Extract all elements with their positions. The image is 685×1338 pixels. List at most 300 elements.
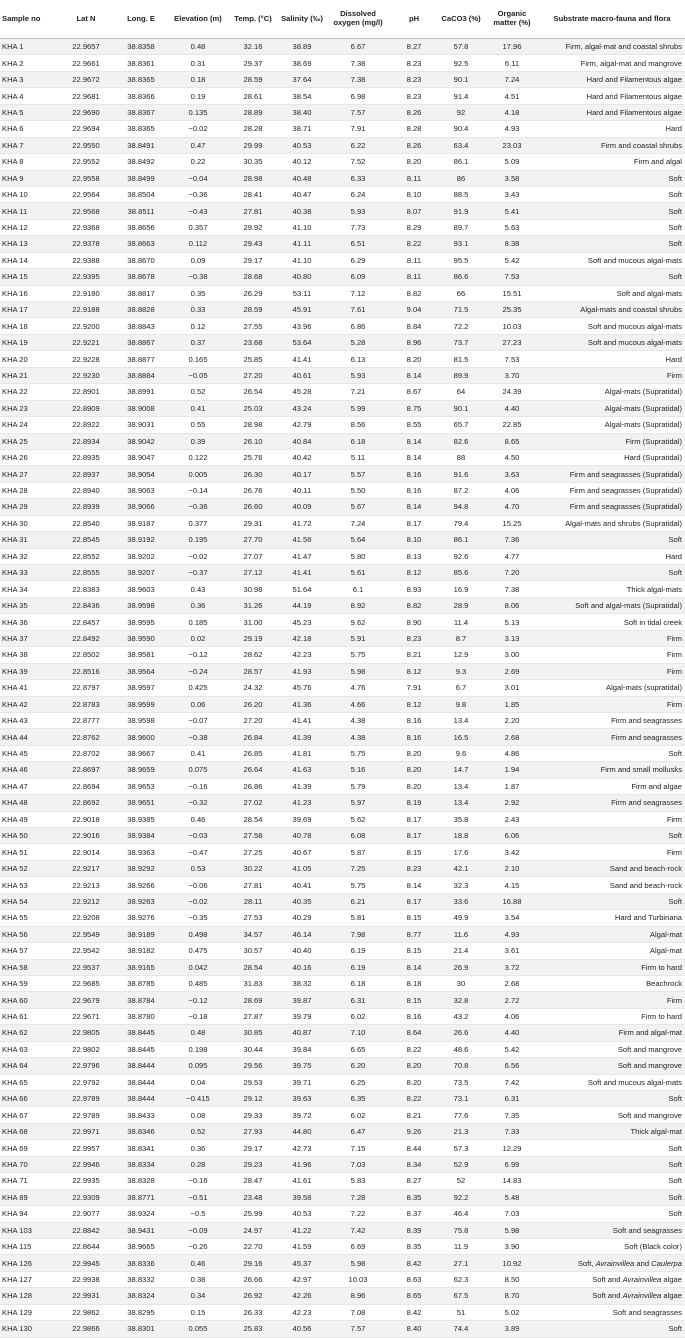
cell-salinity: 40.53 [278, 137, 326, 153]
cell-lat: 22.9694 [58, 121, 114, 137]
cell-organic-matter: 4.06 [484, 482, 540, 498]
cell-long: 38.8991 [114, 384, 168, 400]
table-row [0, 762, 685, 778]
cell-long: 38.9276 [114, 910, 168, 926]
table-row [0, 104, 685, 120]
cell-salinity: 40.67 [278, 844, 326, 860]
cell-caco3: 17.6 [438, 844, 484, 860]
cell-caco3: 73.1 [438, 1091, 484, 1107]
table-row [0, 285, 685, 301]
cell-lat: 22.9971 [58, 1123, 114, 1139]
cell-caco3: 90.1 [438, 71, 484, 87]
cell-salinity: 40.41 [278, 877, 326, 893]
cell-long: 38.9182 [114, 943, 168, 959]
table-row [0, 1206, 685, 1222]
cell-organic-matter: 25.35 [484, 302, 540, 318]
cell-organic-matter: 3.70 [484, 367, 540, 383]
cell-temp: 28.98 [228, 417, 278, 433]
cell-temp: 29.23 [228, 1156, 278, 1172]
cell-long: 38.8332 [114, 1271, 168, 1287]
cell-dissolved-oxygen: 4.38 [326, 712, 390, 728]
cell-substrate: Thick algal-mat [540, 1123, 685, 1139]
table-row [0, 926, 685, 942]
cell-sample-no: KHA 28 [0, 482, 58, 498]
cell-organic-matter: 3.00 [484, 647, 540, 663]
cell-long: 38.8867 [114, 334, 168, 350]
table-row [0, 252, 685, 268]
cell-organic-matter: 5.98 [484, 1222, 540, 1238]
cell-ph: 8.82 [390, 285, 438, 301]
cell-elevation: −0.32 [168, 795, 228, 811]
table-row [0, 1041, 685, 1057]
cell-substrate: Algal-mats and shrubs (Supratidal) [540, 515, 685, 531]
cell-sample-no: KHA 41 [0, 680, 58, 696]
cell-dissolved-oxygen: 4.76 [326, 680, 390, 696]
cell-salinity: 41.41 [278, 351, 326, 367]
cell-caco3: 52.9 [438, 1156, 484, 1172]
cell-organic-matter: 5.02 [484, 1304, 540, 1320]
cell-salinity: 40.61 [278, 367, 326, 383]
cell-caco3: 11.4 [438, 614, 484, 630]
cell-temp: 28.54 [228, 959, 278, 975]
cell-substrate: Soft [540, 1140, 685, 1156]
cell-elevation: 0.46 [168, 1255, 228, 1271]
cell-salinity: 42.23 [278, 647, 326, 663]
table-row [0, 1271, 685, 1287]
cell-lat: 22.8762 [58, 729, 114, 745]
table-row [0, 39, 685, 55]
cell-ph: 8.11 [390, 269, 438, 285]
cell-long: 38.9263 [114, 893, 168, 909]
cell-substrate: Soft and mangrove [540, 1041, 685, 1057]
table-row [0, 532, 685, 548]
cell-caco3: 72.2 [438, 318, 484, 334]
table-row [0, 860, 685, 876]
cell-organic-matter: 7.20 [484, 565, 540, 581]
cell-lat: 22.9230 [58, 367, 114, 383]
cell-ph: 8.82 [390, 597, 438, 613]
cell-substrate: Soft and algal-mats [540, 285, 685, 301]
cell-elevation: 0.485 [168, 975, 228, 991]
cell-organic-matter: 3.63 [484, 466, 540, 482]
cell-salinity: 38.40 [278, 104, 326, 120]
cell-sample-no: KHA 30 [0, 515, 58, 531]
table-row [0, 1107, 685, 1123]
cell-sample-no: KHA 70 [0, 1156, 58, 1172]
cell-ph: 8.16 [390, 1008, 438, 1024]
cell-lat: 22.9018 [58, 811, 114, 827]
cell-salinity: 53.64 [278, 334, 326, 350]
cell-sample-no: KHA 4 [0, 88, 58, 104]
cell-substrate: Soft and seagrasses [540, 1222, 685, 1238]
cell-elevation: −0.14 [168, 482, 228, 498]
cell-long: 38.8336 [114, 1255, 168, 1271]
cell-long: 38.9598 [114, 712, 168, 728]
cell-organic-matter: 27.23 [484, 334, 540, 350]
cell-elevation: 0.39 [168, 433, 228, 449]
cell-temp: 30.44 [228, 1041, 278, 1057]
cell-lat: 22.8922 [58, 417, 114, 433]
cell-temp: 28.98 [228, 170, 278, 186]
cell-ph: 8.12 [390, 565, 438, 581]
cell-salinity: 38.69 [278, 55, 326, 71]
cell-ph: 8.13 [390, 548, 438, 564]
header-organic-matter: Organic matter (%) [484, 0, 540, 39]
cell-long: 38.8334 [114, 1156, 168, 1172]
cell-organic-matter: 6.56 [484, 1058, 540, 1074]
cell-long: 38.9659 [114, 762, 168, 778]
cell-lat: 22.8552 [58, 548, 114, 564]
cell-dissolved-oxygen: 6.18 [326, 975, 390, 991]
cell-elevation: 0.08 [168, 1107, 228, 1123]
cell-temp: 26.33 [228, 1304, 278, 1320]
cell-organic-matter: 5.42 [484, 252, 540, 268]
cell-long: 38.9667 [114, 745, 168, 761]
cell-lat: 22.9537 [58, 959, 114, 975]
cell-caco3: 32.8 [438, 992, 484, 1008]
cell-lat: 22.9200 [58, 318, 114, 334]
cell-ph: 8.27 [390, 39, 438, 55]
cell-long: 38.8358 [114, 39, 168, 55]
cell-elevation: 0.31 [168, 55, 228, 71]
cell-salinity: 42.79 [278, 417, 326, 433]
header-sample-no: Sample no [0, 0, 58, 39]
cell-temp: 28.41 [228, 186, 278, 202]
cell-temp: 28.89 [228, 104, 278, 120]
cell-elevation: 0.36 [168, 597, 228, 613]
cell-dissolved-oxygen: 7.10 [326, 1025, 390, 1041]
cell-organic-matter: 5.13 [484, 614, 540, 630]
cell-substrate: Soft and mucous algal-mats [540, 318, 685, 334]
cell-sample-no: KHA 103 [0, 1222, 58, 1238]
cell-long: 38.9431 [114, 1222, 168, 1238]
cell-ph: 8.22 [390, 1041, 438, 1057]
cell-organic-matter: 4.93 [484, 926, 540, 942]
cell-caco3: 81.5 [438, 351, 484, 367]
cell-lat: 22.8797 [58, 680, 114, 696]
cell-ph: 8.29 [390, 219, 438, 235]
cell-caco3: 48.6 [438, 1041, 484, 1057]
cell-sample-no: KHA 23 [0, 400, 58, 416]
cell-salinity: 41.39 [278, 729, 326, 745]
cell-ph: 9.26 [390, 1123, 438, 1139]
cell-organic-matter: 7.38 [484, 581, 540, 597]
cell-caco3: 30 [438, 975, 484, 991]
cell-lat: 22.9789 [58, 1107, 114, 1123]
cell-elevation: 0.41 [168, 745, 228, 761]
cell-substrate: Firm and seagrasses [540, 795, 685, 811]
cell-elevation: −0.04 [168, 170, 228, 186]
cell-temp: 29.43 [228, 236, 278, 252]
cell-lat: 22.9014 [58, 844, 114, 860]
cell-sample-no: KHA 24 [0, 417, 58, 433]
cell-long: 38.8499 [114, 170, 168, 186]
cell-salinity: 39.75 [278, 1058, 326, 1074]
cell-elevation: 0.04 [168, 1074, 228, 1090]
cell-long: 38.8444 [114, 1091, 168, 1107]
cell-temp: 27.81 [228, 877, 278, 893]
cell-temp: 30.98 [228, 581, 278, 597]
table-row [0, 581, 685, 597]
cell-dissolved-oxygen: 6.98 [326, 88, 390, 104]
cell-ph: 8.35 [390, 1189, 438, 1205]
cell-long: 38.8656 [114, 219, 168, 235]
cell-dissolved-oxygen: 7.57 [326, 104, 390, 120]
cell-substrate: Algal-mats (Supratidal) [540, 417, 685, 433]
cell-elevation: 0.52 [168, 1123, 228, 1139]
cell-sample-no: KHA 8 [0, 154, 58, 170]
cell-salinity: 42.26 [278, 1288, 326, 1304]
cell-lat: 22.8516 [58, 663, 114, 679]
cell-sample-no: KHA 47 [0, 778, 58, 794]
cell-elevation: −0.24 [168, 663, 228, 679]
cell-substrate: Hard (Supratidal) [540, 449, 685, 465]
table-row [0, 515, 685, 531]
cell-caco3: 62.3 [438, 1271, 484, 1287]
cell-salinity: 51.64 [278, 581, 326, 597]
cell-temp: 29.31 [228, 515, 278, 531]
table-row [0, 417, 685, 433]
cell-sample-no: KHA 27 [0, 466, 58, 482]
cell-temp: 22.70 [228, 1238, 278, 1254]
cell-substrate: Soft and mangrove [540, 1107, 685, 1123]
cell-temp: 28.11 [228, 893, 278, 909]
cell-substrate: Hard [540, 121, 685, 137]
cell-caco3: 49.9 [438, 910, 484, 926]
cell-dissolved-oxygen: 6.33 [326, 170, 390, 186]
cell-lat: 22.9077 [58, 1206, 114, 1222]
cell-caco3: 88.5 [438, 186, 484, 202]
cell-ph: 8.27 [390, 1173, 438, 1189]
cell-salinity: 41.59 [278, 1238, 326, 1254]
cell-sample-no: KHA 115 [0, 1238, 58, 1254]
table-row [0, 943, 685, 959]
cell-ph: 8.20 [390, 762, 438, 778]
cell-lat: 22.9862 [58, 1304, 114, 1320]
cell-temp: 26.30 [228, 466, 278, 482]
cell-ph: 8.15 [390, 910, 438, 926]
cell-elevation: −0.12 [168, 992, 228, 1008]
cell-salinity: 38.89 [278, 39, 326, 55]
cell-ph: 8.17 [390, 828, 438, 844]
cell-elevation: −0.18 [168, 1008, 228, 1024]
cell-caco3: 35.8 [438, 811, 484, 827]
cell-lat: 22.9946 [58, 1156, 114, 1172]
cell-caco3: 16.5 [438, 729, 484, 745]
cell-elevation: 0.37 [168, 334, 228, 350]
table-row [0, 877, 685, 893]
cell-elevation: −0.43 [168, 203, 228, 219]
cell-temp: 28.54 [228, 811, 278, 827]
cell-elevation: 0.135 [168, 104, 228, 120]
cell-dissolved-oxygen: 5.75 [326, 745, 390, 761]
cell-dissolved-oxygen: 7.28 [326, 1189, 390, 1205]
cell-substrate: Hard and Filamentous algae [540, 88, 685, 104]
cell-organic-matter: 8.50 [484, 1271, 540, 1287]
cell-elevation: 0.185 [168, 614, 228, 630]
cell-salinity: 41.11 [278, 236, 326, 252]
header-substrate: Substrate macro-fauna and flora [540, 0, 685, 39]
cell-temp: 26.29 [228, 285, 278, 301]
cell-salinity: 40.47 [278, 186, 326, 202]
cell-lat: 22.9188 [58, 302, 114, 318]
cell-substrate: Firm, algal-mat and coastal shrubs [540, 39, 685, 55]
cell-organic-matter: 23.03 [484, 137, 540, 153]
header-temp: Temp. (°C) [228, 0, 278, 39]
cell-long: 38.8884 [114, 367, 168, 383]
cell-substrate: Soft and mangrove [540, 1058, 685, 1074]
cell-salinity: 41.61 [278, 1173, 326, 1189]
cell-long: 38.8361 [114, 55, 168, 71]
cell-temp: 27.87 [228, 1008, 278, 1024]
cell-temp: 30.85 [228, 1025, 278, 1041]
cell-sample-no: KHA 48 [0, 795, 58, 811]
cell-lat: 22.9378 [58, 236, 114, 252]
cell-substrate: Sand and beach-rock [540, 877, 685, 893]
cell-temp: 32.16 [228, 39, 278, 55]
cell-temp: 26.10 [228, 433, 278, 449]
cell-substrate: Algal-mat [540, 943, 685, 959]
table-row [0, 71, 685, 87]
cell-lat: 22.9945 [58, 1255, 114, 1271]
cell-salinity: 40.16 [278, 959, 326, 975]
cell-substrate: Firm, algal-mat and mangrove [540, 55, 685, 71]
cell-lat: 22.9395 [58, 269, 114, 285]
cell-dissolved-oxygen: 7.98 [326, 926, 390, 942]
cell-temp: 26.92 [228, 1288, 278, 1304]
table-row [0, 154, 685, 170]
cell-temp: 26.85 [228, 745, 278, 761]
cell-temp: 29.56 [228, 1058, 278, 1074]
cell-dissolved-oxygen: 7.22 [326, 1206, 390, 1222]
cell-sample-no: KHA 19 [0, 334, 58, 350]
cell-sample-no: KHA 11 [0, 203, 58, 219]
cell-temp: 24.32 [228, 680, 278, 696]
cell-long: 38.8366 [114, 88, 168, 104]
cell-organic-matter: 1.87 [484, 778, 540, 794]
cell-ph: 8.23 [390, 88, 438, 104]
cell-ph: 8.16 [390, 482, 438, 498]
cell-dissolved-oxygen: 7.52 [326, 154, 390, 170]
cell-ph: 8.26 [390, 104, 438, 120]
cell-lat: 22.9228 [58, 351, 114, 367]
cell-long: 38.9653 [114, 778, 168, 794]
cell-dissolved-oxygen: 6.21 [326, 893, 390, 909]
table-row [0, 795, 685, 811]
cell-ph: 8.20 [390, 778, 438, 794]
cell-salinity: 37.64 [278, 71, 326, 87]
cell-organic-matter: 3.72 [484, 959, 540, 975]
cell-temp: 29.92 [228, 219, 278, 235]
cell-caco3: 16.9 [438, 581, 484, 597]
cell-organic-matter: 2.72 [484, 992, 540, 1008]
cell-long: 38.9292 [114, 860, 168, 876]
cell-sample-no: KHA 55 [0, 910, 58, 926]
cell-caco3: 86.1 [438, 154, 484, 170]
cell-ph: 8.55 [390, 417, 438, 433]
cell-organic-matter: 7.53 [484, 269, 540, 285]
cell-temp: 27.25 [228, 844, 278, 860]
cell-organic-matter: 4.18 [484, 104, 540, 120]
cell-sample-no: KHA 16 [0, 285, 58, 301]
cell-elevation: 0.48 [168, 39, 228, 55]
table-row [0, 828, 685, 844]
cell-sample-no: KHA 130 [0, 1321, 58, 1337]
cell-organic-matter: 4.70 [484, 499, 540, 515]
table-row [0, 236, 685, 252]
cell-substrate: Hard and Filamentous algae [540, 71, 685, 87]
cell-caco3: 90.1 [438, 400, 484, 416]
cell-substrate: Hard and Filamentous algae [540, 104, 685, 120]
cell-caco3: 92.5 [438, 55, 484, 71]
cell-dissolved-oxygen: 6.67 [326, 39, 390, 55]
table-row [0, 975, 685, 991]
cell-lat: 22.9672 [58, 71, 114, 87]
cell-temp: 27.20 [228, 712, 278, 728]
cell-dissolved-oxygen: 6.20 [326, 1058, 390, 1074]
cell-sample-no: KHA 37 [0, 630, 58, 646]
cell-organic-matter: 4.40 [484, 400, 540, 416]
table-row [0, 597, 685, 613]
cell-sample-no: KHA 17 [0, 302, 58, 318]
cell-sample-no: KHA 65 [0, 1074, 58, 1090]
cell-temp: 29.53 [228, 1074, 278, 1090]
cell-salinity: 39.69 [278, 811, 326, 827]
cell-salinity: 42.18 [278, 630, 326, 646]
cell-elevation: 0.122 [168, 449, 228, 465]
cell-elevation: 0.042 [168, 959, 228, 975]
cell-lat: 22.8777 [58, 712, 114, 728]
cell-lat: 22.8901 [58, 384, 114, 400]
cell-organic-matter: 7.24 [484, 71, 540, 87]
cell-salinity: 45.23 [278, 614, 326, 630]
cell-dissolved-oxygen: 7.25 [326, 860, 390, 876]
cell-temp: 27.53 [228, 910, 278, 926]
cell-lat: 22.9558 [58, 170, 114, 186]
cell-long: 38.8780 [114, 1008, 168, 1024]
cell-lat: 22.8644 [58, 1238, 114, 1254]
cell-temp: 29.17 [228, 1140, 278, 1156]
cell-substrate: Firm and seagrasses [540, 712, 685, 728]
cell-salinity: 41.47 [278, 548, 326, 564]
cell-organic-matter: 8.38 [484, 236, 540, 252]
cell-substrate: Hard and Turbinaria [540, 910, 685, 926]
cell-organic-matter: 7.53 [484, 351, 540, 367]
cell-elevation: 0.19 [168, 88, 228, 104]
cell-elevation: −0.36 [168, 499, 228, 515]
cell-salinity: 40.53 [278, 1206, 326, 1222]
table-row [0, 1321, 685, 1337]
table-row [0, 351, 685, 367]
cell-salinity: 41.81 [278, 745, 326, 761]
cell-sample-no: KHA 12 [0, 219, 58, 235]
table-row [0, 548, 685, 564]
cell-elevation: −0.03 [168, 828, 228, 844]
cell-dissolved-oxygen: 5.64 [326, 532, 390, 548]
table-row [0, 137, 685, 153]
table-row [0, 1304, 685, 1320]
cell-dissolved-oxygen: 7.57 [326, 1321, 390, 1337]
cell-ph: 8.10 [390, 186, 438, 202]
cell-salinity: 42.97 [278, 1271, 326, 1287]
cell-organic-matter: 2.20 [484, 712, 540, 728]
cell-temp: 28.69 [228, 992, 278, 1008]
cell-temp: 27.81 [228, 203, 278, 219]
table-row [0, 630, 685, 646]
cell-sample-no: KHA 62 [0, 1025, 58, 1041]
table-row [0, 1156, 685, 1172]
cell-organic-matter: 2.69 [484, 663, 540, 679]
